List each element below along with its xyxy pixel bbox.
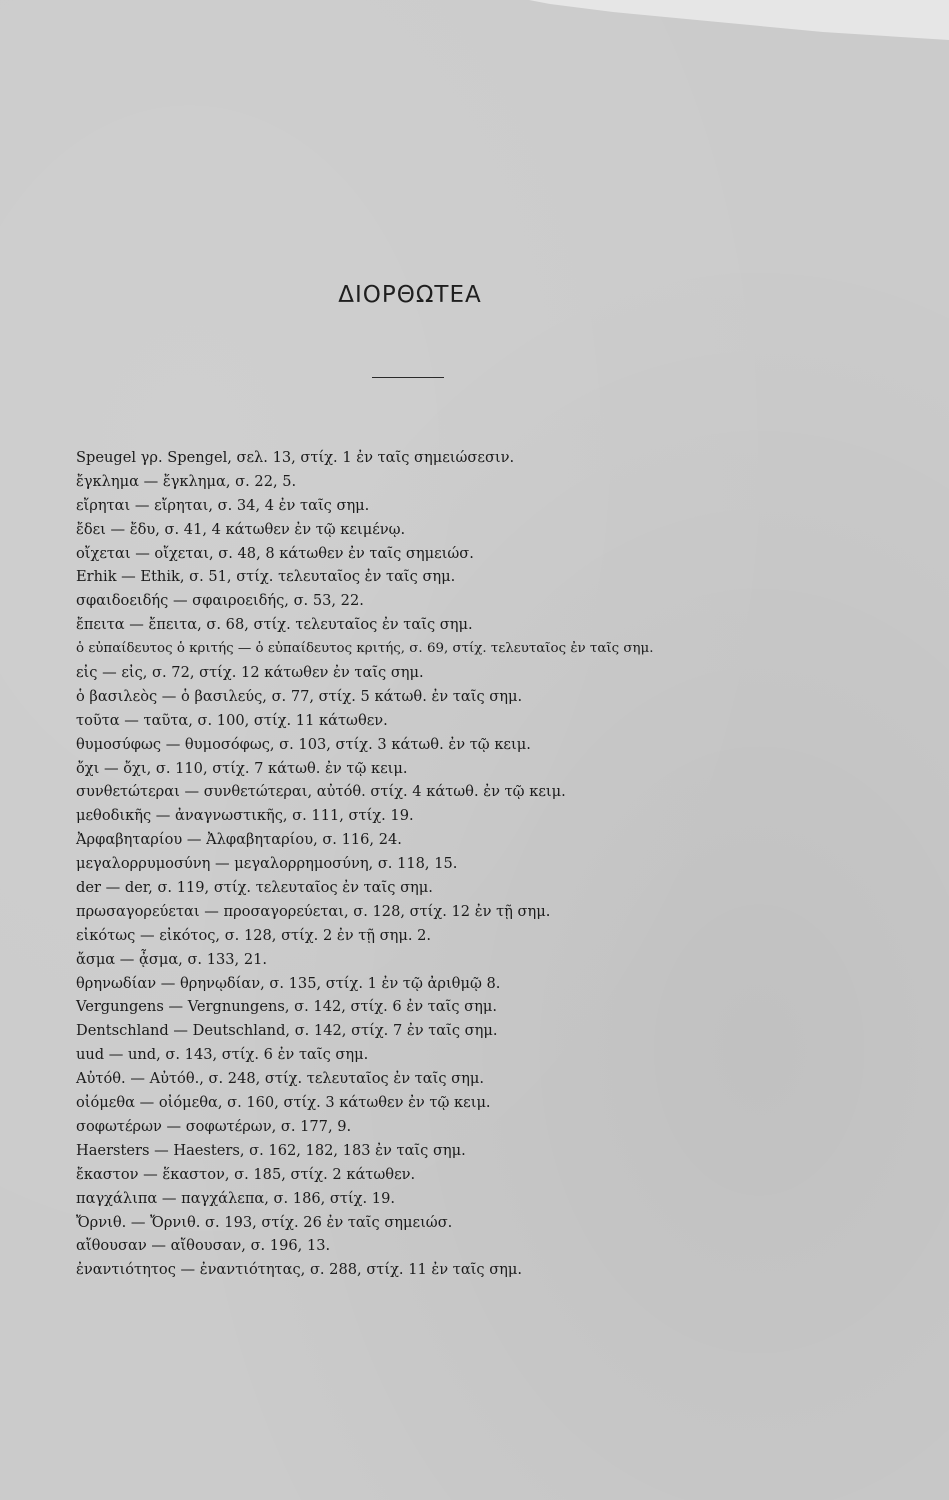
- errata-entry: ἐναντιότητος — ἐναντιότητας, σ. 288, στίχ. 11 ἐν ταῖς σημ.: [76, 1261, 523, 1279]
- errata-entry: οἰόμεθα — οἰόμεθα, σ. 160, στίχ. 3 κάτωθεν ἐν τῷ κειμ.: [76, 1094, 491, 1112]
- errata-entry: εἰκότως — εἰκότος, σ. 128, στίχ. 2 ἐν τῇ σημ. 2.: [76, 926, 432, 944]
- errata-entry: Αὐτόθ. — Αὐτόθ., σ. 248, στίχ. τελευταῖος ἐν ταῖς σημ.: [76, 1070, 484, 1088]
- errata-entry: ἄσμα — ᾆσμα, σ. 133, 21.: [76, 950, 268, 968]
- errata-entry: Ὄρνιθ. — Ὄρνιθ. σ. 193, στίχ. 26 ἐν ταῖς σημειώσ.: [76, 1213, 453, 1231]
- errata-entry: ὄχι — ὄχι, σ. 110, στίχ. 7 κάτωθ. ἐν τῷ κειμ.: [76, 759, 408, 777]
- errata-entry: εἰς — εἰς, σ. 72, στίχ. 12 κάτωθεν ἐν ταῖς σημ.: [76, 664, 424, 682]
- errata-entry: Ἀρφαβηταρίου — Ἀλφαβηταρίου, σ. 116, 24.: [76, 831, 402, 849]
- errata-entry: der — der, σ. 119, στίχ. τελευταῖος ἐν ταῖς σημ.: [76, 879, 433, 897]
- errata-entry: συνθετώτεραι — συνθετώτεραι, αὐτόθ. στίχ. 4 κάτωθ. ἐν τῷ κειμ.: [76, 783, 566, 801]
- errata-entry: ἔπειτα — ἔπειτα, σ. 68, στίχ. τελευταῖος ἐν ταῖς σημ.: [76, 616, 473, 634]
- errata-entry: θρηνωδίαν — θρηνῳδίαν, σ. 135, στίχ. 1 ἐν τῷ ἀριθμῷ 8.: [76, 974, 501, 992]
- errata-entry: σοφωτέρων — σοφωτέρων, σ. 177, 9.: [76, 1117, 352, 1135]
- errata-entry: Vergungens — Vergnungens, σ. 142, στίχ. 6 ἐν ταῖς σημ.: [76, 998, 497, 1016]
- errata-entry: μεθοδικῆς — ἀναγνωστικῆς, σ. 111, στίχ. 19.: [76, 807, 414, 825]
- errata-entry: θυμοσύφως — θυμοσόφως, σ. 103, στίχ. 3 κάτωθ. ἐν τῷ κειμ.: [76, 735, 531, 753]
- errata-entry: Haersters — Haesters, σ. 162, 182, 183 ἐν ταῖς σημ.: [76, 1141, 466, 1159]
- errata-entry: τοῦτα — ταῦτα, σ. 100, στίχ. 11 κάτωθεν.: [76, 711, 388, 729]
- errata-entry: ἔδει — ἔδυ, σ. 41, 4 κάτωθεν ἐν τῷ κειμένῳ.: [76, 520, 406, 538]
- errata-entry: σφαιδοειδής — σφαιροειδής, σ. 53, 22.: [76, 592, 364, 610]
- errata-entry: Erhik — Ethik, σ. 51, στίχ. τελευταῖος ἐν ταῖς σημ.: [76, 568, 456, 586]
- torn-page-corner: [529, 0, 949, 40]
- title-divider: [372, 377, 444, 378]
- errata-entry: πρωσαγορεύεται — προσαγορεύεται, σ. 128, στίχ. 12 ἐν τῇ σημ.: [76, 902, 551, 920]
- page-title: ΔΙΟΡΘΩΤΕΑ: [338, 282, 482, 308]
- errata-entry: παγχάλιπα — παγχάλεπα, σ. 186, στίχ. 19.: [76, 1189, 396, 1207]
- errata-entry: ὁ βασιλεὸς — ὁ βασιλεύς, σ. 77, στίχ. 5 κάτωθ. ἐν ταῖς σημ.: [76, 687, 523, 705]
- errata-entry: μεγαλορρυμοσύνη — μεγαλορρημοσύνη, σ. 118, 15.: [76, 855, 458, 873]
- errata-entry: Dentschland — Deutschland, σ. 142, στίχ. 7 ἐν ταῖς σημ.: [76, 1022, 498, 1040]
- errata-list: [76, 446, 876, 1282]
- errata-entry: ἔγκλημα — ἔγκλημα, σ. 22, 5.: [76, 472, 297, 490]
- errata-entry: εἴρηται — εἴρηται, σ. 34, 4 ἐν ταῖς σημ.: [76, 496, 370, 514]
- errata-entry: αἴθουσαν — αἴθουσαν, σ. 196, 13.: [76, 1237, 331, 1255]
- errata-entry: Speugel γρ. Spengel, σελ. 13, στίχ. 1 ἐν ταῖς σημειώσεσιν.: [76, 449, 515, 466]
- errata-entry: ὁ εὐπαίδευτος ὁ κριτής — ὁ εὐπαίδευτος κριτής, σ. 69, στίχ. τελευταῖος ἐν ταῖς σημ.: [76, 641, 654, 657]
- errata-entry: uud — und, σ. 143, στίχ. 6 ἐν ταῖς σημ.: [76, 1046, 369, 1064]
- errata-entry: ἔκαστον — ἕκαστον, σ. 185, στίχ. 2 κάτωθεν.: [76, 1165, 416, 1183]
- errata-entry: οἴχεται — οἴχεται, σ. 48, 8 κάτωθεν ἐν ταῖς σημειώσ.: [76, 544, 474, 562]
